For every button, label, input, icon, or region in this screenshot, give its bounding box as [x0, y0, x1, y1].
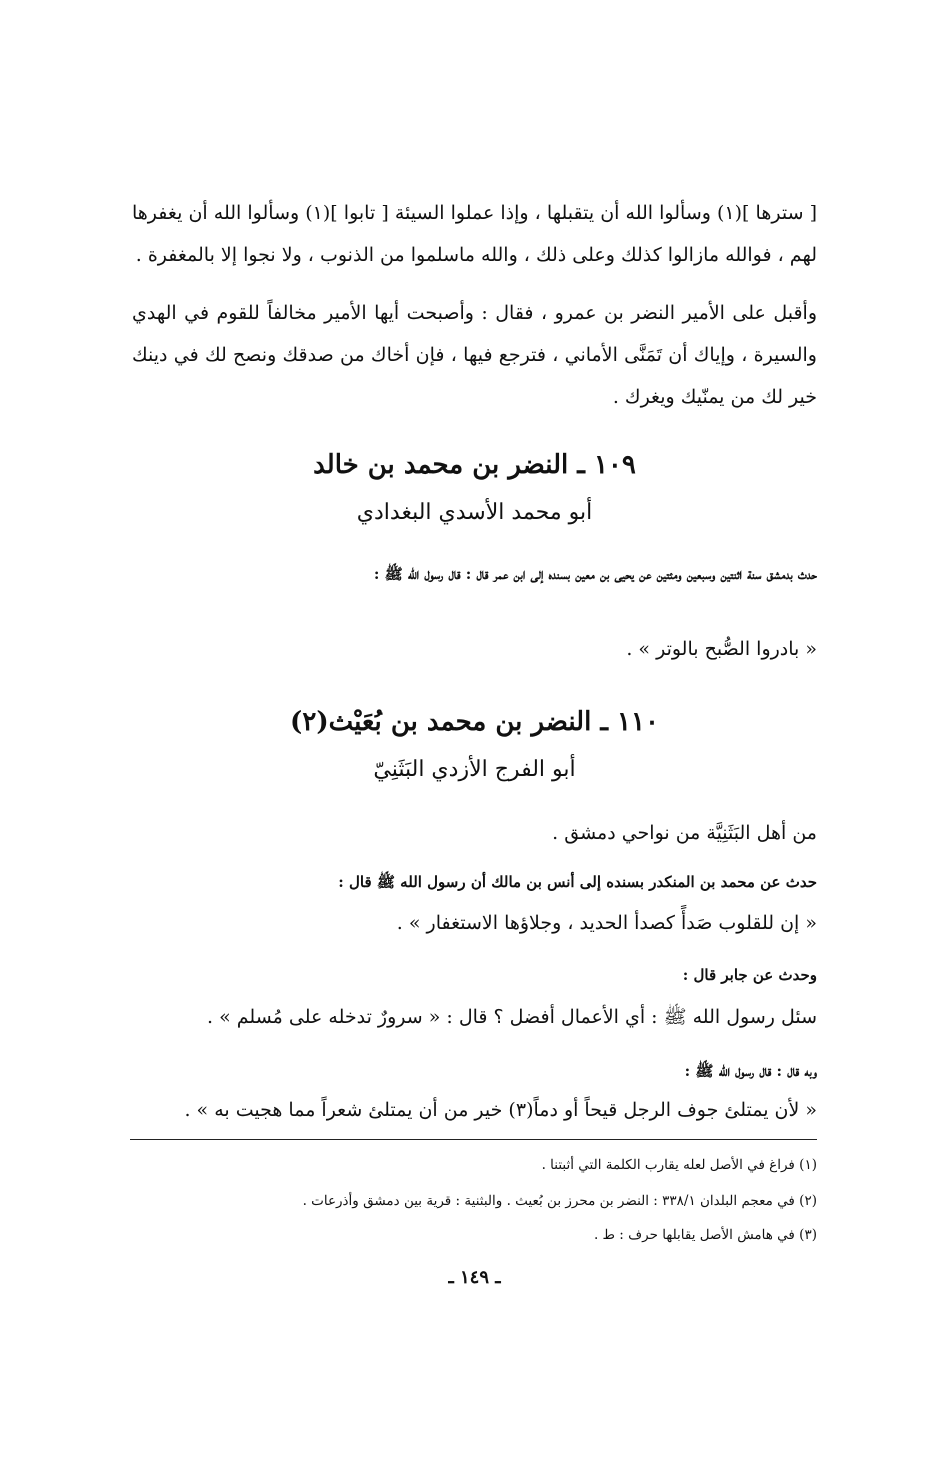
- entry-110-chain-3: وبه قال : قال رسول الله ﷺ :: [684, 1062, 817, 1080]
- entry-110-chain-1: حدث عن محمد بن المنكدر بسنده إلى أنس بن مالك أن رسول الله ﷺ قال :: [338, 873, 817, 891]
- entry-110-hadith-2: سئل رسول الله ﷺ : أي الأعمال أفضل ؟ قال : « سرورٌ تدخله على مُسلم » .: [207, 1006, 817, 1028]
- entry-109-title: ١٠٩ ـ النضر بن محمد بن خالد: [313, 450, 636, 480]
- entry-109-kunya: أبو محمد الأسدي البغدادي: [356, 500, 593, 525]
- entry-110-hadith-1: « إن للقلوب صَدأً كصدأ الحديد ، وجلاؤها الاستغفار » .: [396, 912, 817, 934]
- entry-110-origin: من أهل البَثَنِيَّة من نواحي دمشق .: [552, 822, 817, 844]
- footnote-divider: [130, 1139, 817, 1140]
- entry-110-kunya: أبو الفرج الأزدي البَثَنِيّ: [373, 757, 576, 782]
- page-number: ـ ١٤٩ ـ: [448, 1267, 501, 1288]
- entry-110-hadith-3: « لأن يمتلئ جوف الرجل قيحاً أو دماً(٣) خير من أن يمتلئ شعراً مما هجيت به » .: [184, 1099, 817, 1121]
- footnote-1: (١) فراغ في الأصل لعله يقارب الكلمة التي أثبتنا .: [541, 1157, 817, 1173]
- entry-110-chain-2: وحدث عن جابر قال :: [682, 966, 817, 984]
- entry-109-chain: حدث بدمشق سنة اثنتين وسبعين ومئتين عن يحيى بن معين بسنده إلى ابن عمر قال : قال رسول الله ﷺ :: [373, 565, 817, 583]
- paragraph-continuation: [ سترها ](١) وسألوا الله أن يتقبلها ، وإذا عملوا السيئة [ تابوا ](١) وسألوا الله أن يغفرها لهم ، فوالله مازالوا كذلك وعلى ذلك ، والله ماسلموا من الذنوب ، ولا نجوا إلا بالمغفرة .: [132, 202, 817, 266]
- footnote-3: (٣) في هامش الأصل يقابلها حرف : ط .: [593, 1227, 817, 1243]
- entry-110-title: ١١٠ ـ النضر بن محمد بن بُعَيْث(٢): [290, 707, 659, 737]
- footnote-2: (٢) في معجم البلدان ٣٣٨/١ : النضر بن محرز بن بُعيث . والبثنية : قرية بين دمشق وأذرعات .: [302, 1193, 817, 1209]
- paragraph-advice: وأقبل على الأمير النضر بن عمرو ، فقال : وأصبحت أيها الأمير مخالفاً للقوم في الهدي والسيرة ، وإياك أن تَمَنَّى الأماني ، فترجع فيها ، فإن أخاك من صدقك ونصح لك في دينك خير لك من يمنّيك ويغرك .: [132, 302, 817, 408]
- entry-109-hadith: « بادروا الصُّبح بالوتر » .: [626, 638, 817, 660]
